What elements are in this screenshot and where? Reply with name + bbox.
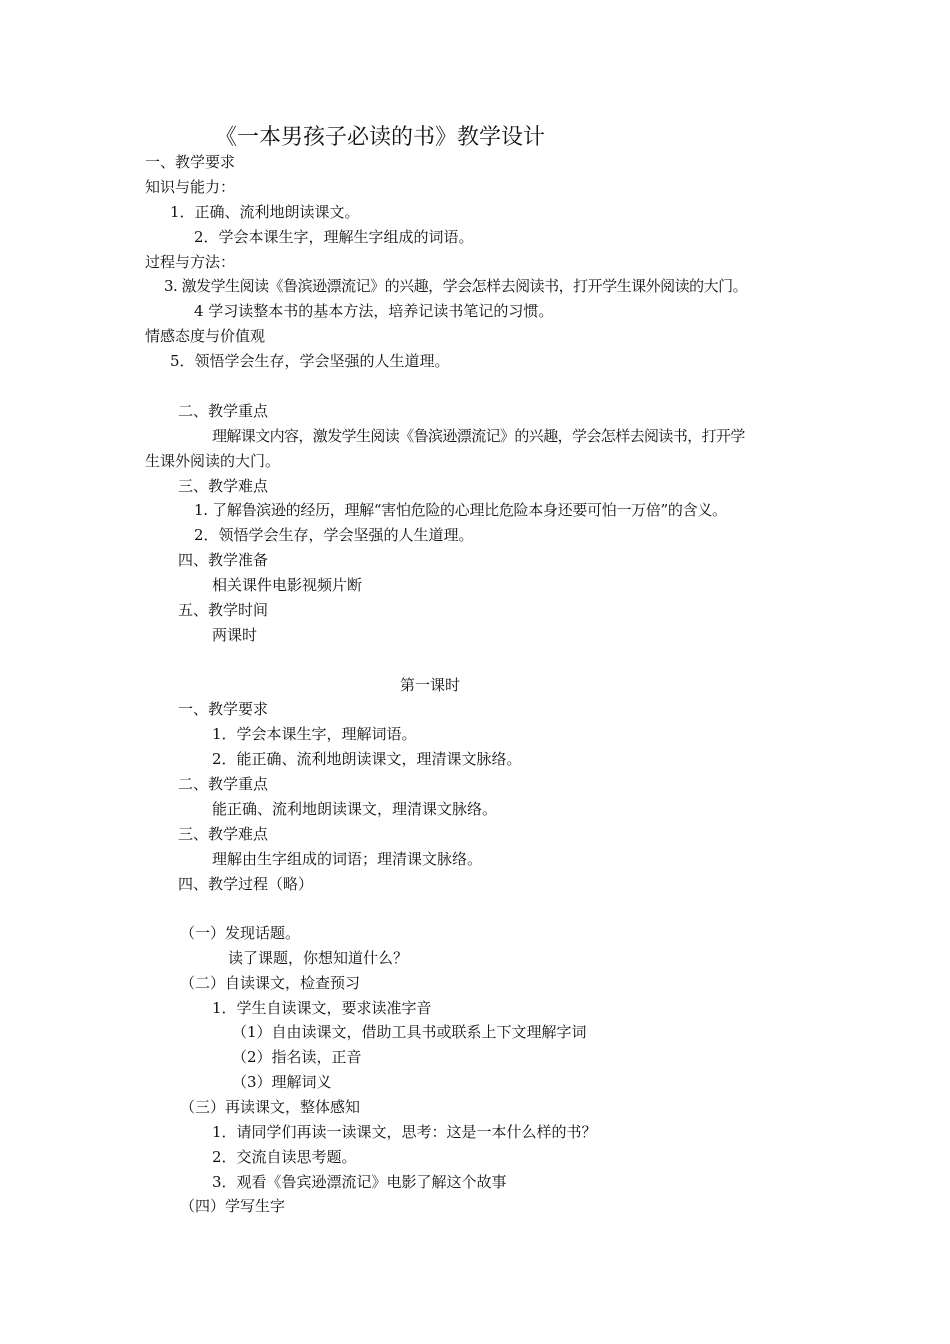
text-line: 生课外阅读的大门。 (145, 452, 281, 470)
text-line: 两课时 (212, 626, 258, 644)
section-heading: 一、教学要求 (178, 700, 269, 718)
document-title: 《一本男孩子必读的书》教学设计 (215, 125, 546, 150)
section-heading: 二、教学重点 (178, 402, 269, 420)
section-heading: 二、教学重点 (178, 775, 269, 793)
text-line: 1．学生自读课文，要求读准字音 (212, 999, 432, 1017)
text-line: 能正确、流利地朗读课文，理清课文脉络。 (212, 800, 498, 818)
text-line: 3. 激发学生阅读《鲁滨逊漂流记》的兴趣，学会怎样去阅读书，打开学生课外阅读的大门。 (164, 277, 748, 295)
lesson-heading: 第一课时 (400, 676, 461, 694)
section-heading: 一、教学要求 (145, 153, 236, 171)
text-line: （2）指名读，正音 (232, 1048, 362, 1066)
step-heading: （一）发现话题。 (180, 924, 301, 942)
text-line: 理解课文内容，激发学生阅读《鲁滨逊漂流记》的兴趣，学会怎样去阅读书，打开学 (212, 427, 745, 445)
text-line: （1）自由读课文，借助工具书或联系上下文理解字词 (232, 1023, 587, 1041)
text-line: 1．学会本课生字，理解词语。 (212, 725, 417, 743)
text-line: 读了课题，你想知道什么？ (228, 949, 409, 967)
step-heading: （三）再读课文，整体感知 (180, 1098, 361, 1116)
step-heading: （四）学写生字 (180, 1197, 286, 1215)
subheading: 情感态度与价值观 (145, 327, 266, 345)
text-line: 2．能正确、流利地朗读课文，理清课文脉络。 (212, 750, 522, 768)
text-line: 1. 了解鲁滨逊的经历，理解“害怕危险的心理比危险本身还要可怕一万倍”的含义。 (194, 501, 727, 519)
section-heading: 三、教学难点 (178, 477, 269, 495)
section-heading: 五、教学时间 (178, 601, 269, 619)
step-heading: （二）自读课文，检查预习 (180, 974, 361, 992)
text-line: 3．观看《鲁宾逊漂流记》电影了解这个故事 (212, 1173, 507, 1191)
text-line: 1．请同学们再读一读课文，思考：这是一本什么样的书？ (212, 1123, 597, 1141)
subheading: 知识与能力： (145, 178, 236, 196)
subheading: 过程与方法： (145, 253, 236, 271)
text-line: 2．交流自读思考题。 (212, 1148, 357, 1166)
text-line: 理解由生字组成的词语；理清课文脉络。 (212, 850, 483, 868)
section-heading: 三、教学难点 (178, 825, 269, 843)
section-heading: 四、教学过程（略） (178, 875, 314, 893)
text-line: 2．领悟学会生存，学会坚强的人生道理。 (194, 526, 474, 544)
text-line: 5．领悟学会生存，学会坚强的人生道理。 (170, 352, 450, 370)
section-heading: 四、教学准备 (178, 551, 269, 569)
text-line: 2．学会本课生字，理解生字组成的词语。 (194, 228, 474, 246)
text-line: 相关课件电影视频片断 (212, 576, 363, 594)
text-line: 4 学习读整本书的基本方法，培养记读书笔记的习惯。 (194, 302, 554, 320)
text-line: 1．正确、流利地朗读课文。 (170, 203, 360, 221)
text-line: （3）理解词义 (232, 1073, 332, 1091)
